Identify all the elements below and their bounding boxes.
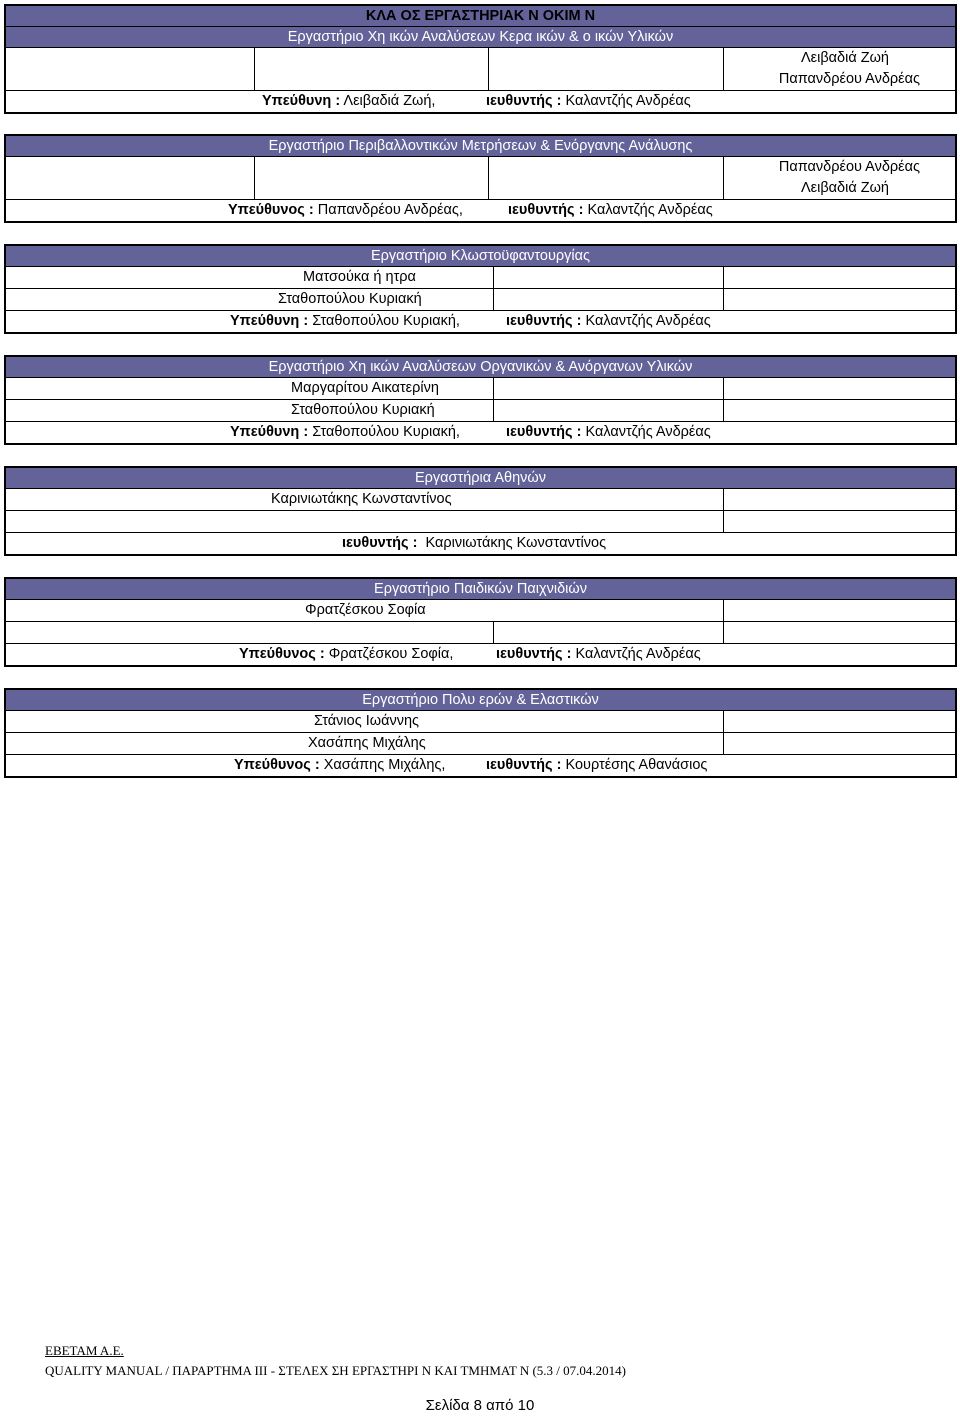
- table-row: [6, 622, 955, 644]
- director-name: Κουρτέσης Αθανάσιος: [565, 757, 708, 773]
- table-row: [6, 711, 955, 733]
- section-title: Εργαστήρια Αθηνών: [6, 468, 955, 489]
- staff-name: Φρατζέσκου Σοφία: [305, 602, 426, 618]
- director-name: Καλαντζής Ανδρέας: [565, 93, 691, 109]
- table-row: [6, 511, 955, 533]
- table-row: [6, 157, 955, 200]
- responsible-name: Λειβαδιά Ζωή,: [343, 93, 436, 109]
- responsible-name: Χασάπης Μιχάλης,: [323, 757, 446, 773]
- responsible-label: Υπεύθυνος :: [239, 646, 325, 662]
- section-title: Εργαστήριο Χη ικών Αναλύσεων Οργανικών & Ανόργανων Υλικών: [6, 357, 955, 378]
- director-name: Καλαντζής Ανδρέας: [587, 202, 713, 218]
- lab-section-ceramics: [4, 4, 957, 114]
- section-title: Εργαστήριο Παιδικών Παιχνιδιών: [6, 579, 955, 600]
- table-row: [6, 489, 955, 511]
- staff-name: Χασάπης Μιχάλης: [308, 735, 426, 751]
- staff-name: Λειβαδιά Ζωή: [800, 180, 889, 196]
- lab-section-toys: [4, 577, 957, 667]
- director-name: Καρινιωτάκης Κωνσταντίνος: [425, 535, 607, 551]
- staff-name: Παπανδρέου Ανδρέας: [778, 71, 920, 87]
- responsible-label: Υπεύθυνη :: [230, 424, 309, 440]
- responsible-label: Υπεύθυνος :: [228, 202, 314, 218]
- table-row: [6, 267, 955, 289]
- director-row: [6, 533, 955, 554]
- director-label: ιευθυντής :: [342, 535, 418, 551]
- table-row: [6, 48, 955, 91]
- director-name: Καλαντζής Ανδρέας: [575, 646, 701, 662]
- director-label: ιευθυντής :: [486, 93, 562, 109]
- footer-company: ΕΒΕΤΑΜ Α.Ε.: [45, 1343, 124, 1358]
- staff-name: Σταθοπούλου Κυριακή: [291, 402, 435, 418]
- lab-section-environmental: [4, 134, 957, 223]
- director-label: ιευθυντής :: [486, 757, 562, 773]
- director-label: ιευθυντής :: [506, 424, 582, 440]
- director-label: ιευθυντής :: [506, 313, 582, 329]
- responsible-label: Υπεύθυνη :: [230, 313, 309, 329]
- table-row: [6, 378, 955, 400]
- table-row: [6, 733, 955, 755]
- director-name: Καλαντζής Ανδρέας: [585, 313, 711, 329]
- section-title: Εργαστήριο Χη ικών Αναλύσεων Κερα ικών & ο ικών Υλικών: [6, 26, 955, 47]
- responsible-row: [6, 755, 955, 776]
- lab-section-organic: [4, 355, 957, 445]
- lab-section-polymers: [4, 688, 957, 778]
- director-label: ιευθυντής :: [508, 202, 584, 218]
- section-title: Εργαστήριο Περιβαλλοντικών Μετρήσεων & Ενόργανης Ανάλυσης: [6, 136, 955, 157]
- staff-name: Καρινιωτάκης Κωνσταντίνος: [271, 491, 452, 507]
- table-row: [6, 600, 955, 622]
- director-name: Καλαντζής Ανδρέας: [585, 424, 711, 440]
- director-label: ιευθυντής :: [496, 646, 572, 662]
- responsible-row: [6, 422, 955, 443]
- staff-name: Σταθοπούλου Κυριακή: [278, 291, 422, 307]
- responsible-label: Υπεύθυνη :: [262, 93, 341, 109]
- responsible-name: Φρατζέσκου Σοφία,: [328, 646, 454, 662]
- responsible-name: Παπανδρέου Ανδρέας,: [317, 202, 463, 218]
- responsible-label: Υπεύθυνος :: [234, 757, 320, 773]
- lab-section-athens: [4, 466, 957, 556]
- section-title: Εργαστήριο Κλωστοϋφαντουργίας: [6, 246, 955, 267]
- responsible-row: [6, 644, 955, 665]
- table-row: [6, 400, 955, 422]
- staff-name: Μαργαρίτου Αικατερίνη: [291, 380, 439, 396]
- responsible-row: [6, 91, 955, 112]
- responsible-row: [6, 200, 955, 221]
- table-row: [6, 289, 955, 311]
- staff-name: Παπανδρέου Ανδρέας: [778, 159, 920, 175]
- staff-name: Λειβαδιά Ζωή: [800, 50, 889, 66]
- responsible-row: [6, 311, 955, 332]
- section-header: [6, 6, 955, 48]
- responsible-name: Σταθοπούλου Κυριακή,: [312, 424, 460, 440]
- lab-section-textiles: [4, 244, 957, 334]
- staff-name: Ματσούκα ή ητρα: [303, 269, 416, 285]
- section-title: Εργαστήριο Πολυ ερών & Ελαστικών: [6, 690, 955, 711]
- document-title: ΚΛΑ ΟΣ ΕΡΓΑΣΤΗΡΙΑΚ Ν ΟΚΙΜ Ν: [6, 6, 955, 26]
- page-number: Σελίδα 8 από 10: [425, 1397, 535, 1414]
- staff-name: Στάνιος Ιωάννης: [314, 713, 420, 729]
- responsible-name: Σταθοπούλου Κυριακή,: [312, 313, 460, 329]
- footer-manual: QUALITY MANUAL / ΠΑΡΑΡΤΗΜΑ ΙΙΙ - ΣΤΕΛΕΧ ΣΗ ΕΡΓΑΣΤΗΡΙ Ν ΚΑΙ ΤΜΗΜΑΤ Ν (5.3 / 07.04.2014): [45, 1363, 626, 1378]
